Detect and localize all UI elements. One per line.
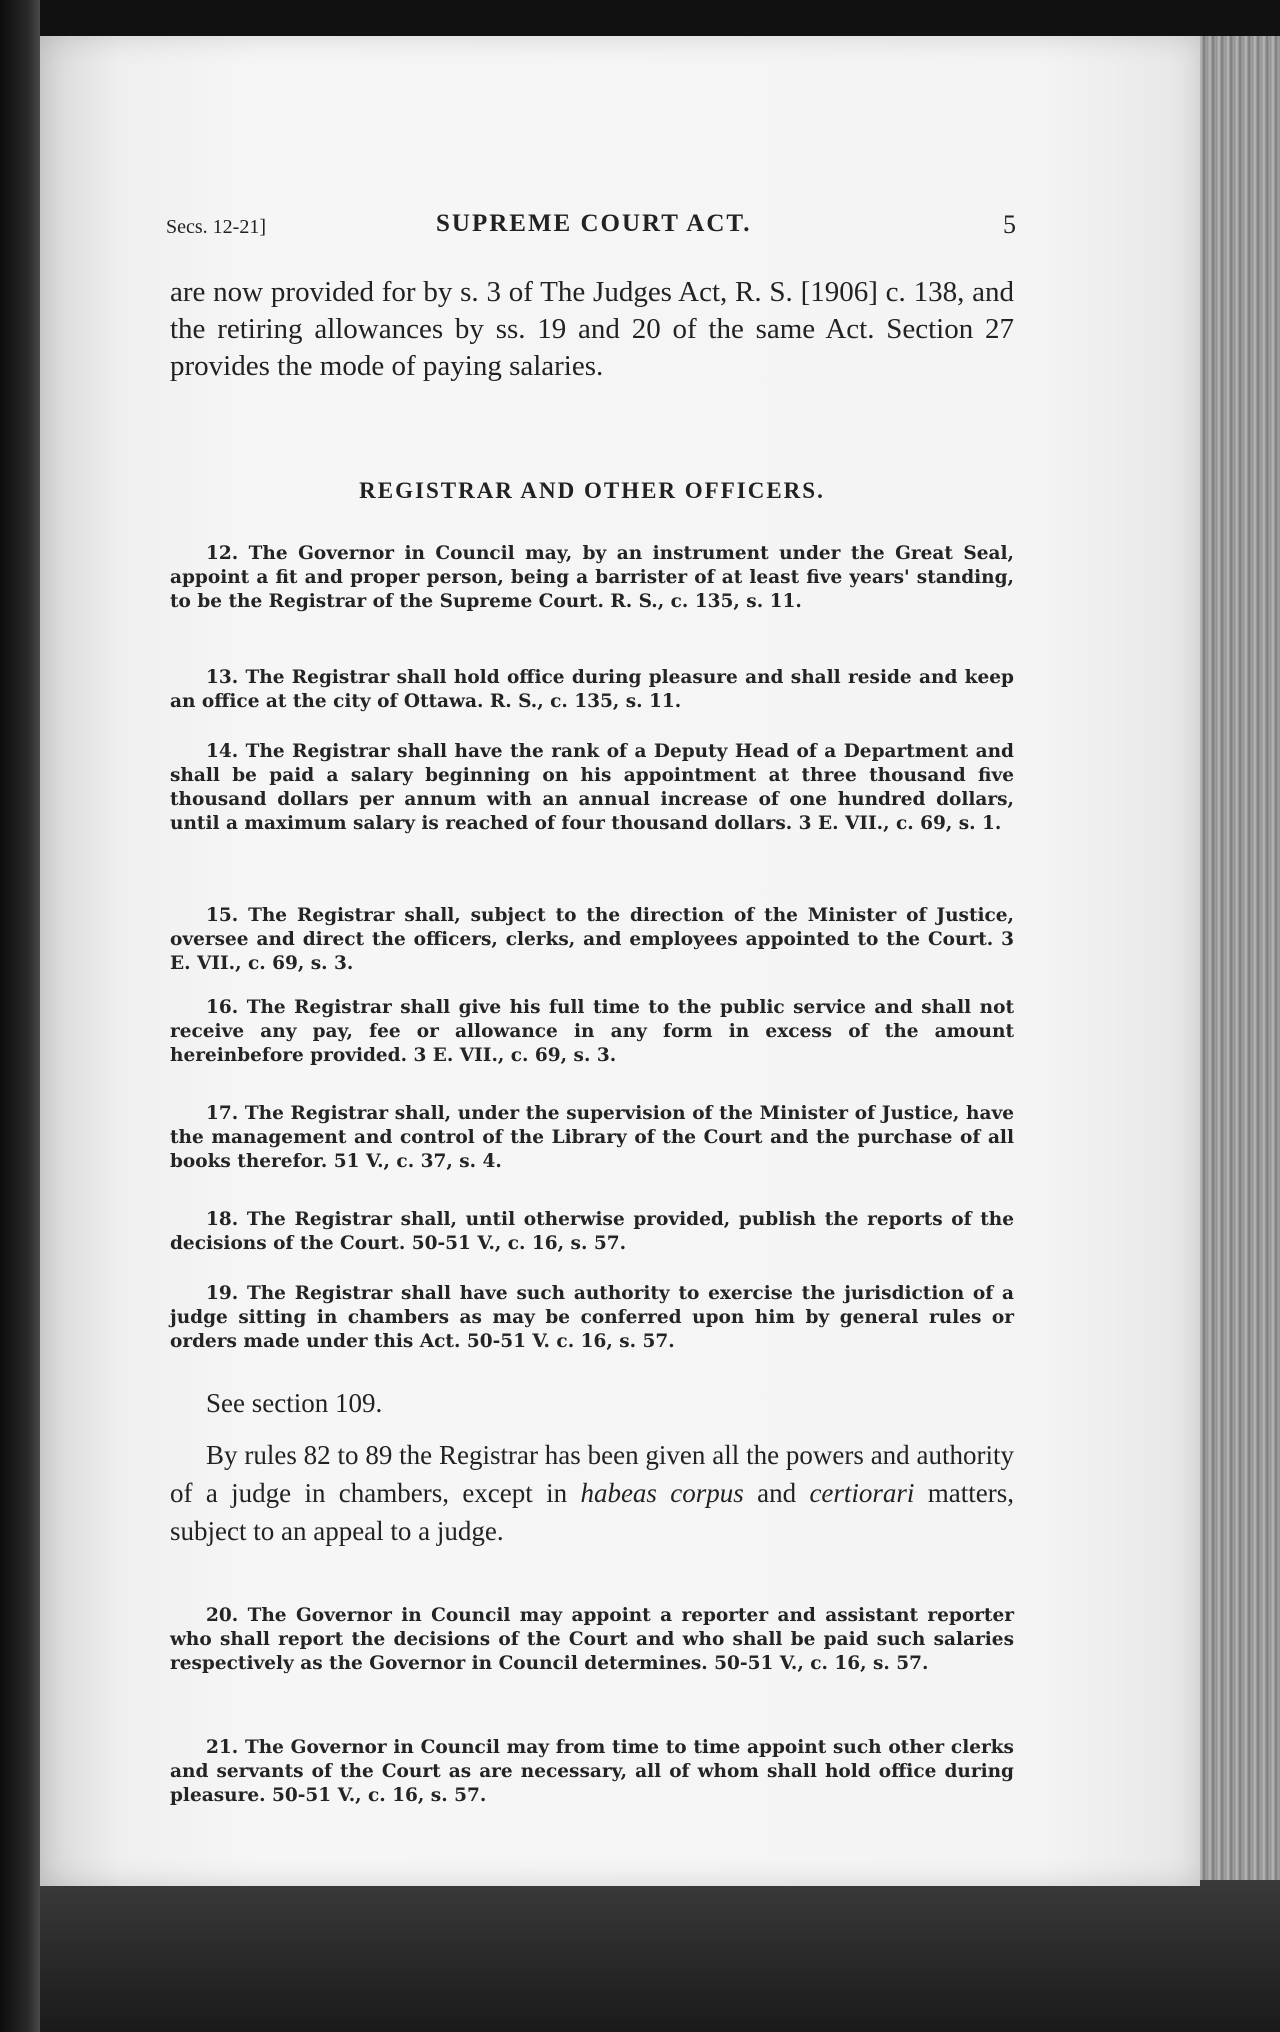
- section-15: [170, 904, 1014, 976]
- section-16: [170, 996, 1014, 1068]
- section-number: 21.: [206, 1737, 239, 1758]
- note-text-a: By rules 82 to 89 the Registrar has been given all the powers and authority of a judge in chambers, except in: [170, 1440, 1014, 1508]
- section-number: 17.: [206, 1103, 239, 1124]
- section-number: 16.: [206, 997, 239, 1018]
- book-page: [40, 36, 1200, 1886]
- section-20: [170, 1604, 1014, 1676]
- note-rules: [170, 1436, 1014, 1550]
- page-number: 5: [1003, 210, 1016, 239]
- note-italic-habeas: habeas corpus: [580, 1478, 744, 1508]
- section-13: [170, 666, 1014, 714]
- section-12: [170, 542, 1014, 614]
- section-text: The Registrar shall give his full time to the public service and shall not receive any pay, fee or allowance in any form in excess of the amount hereinbefore provided. 3 E. VII., c. 69, s. 3.: [170, 997, 1014, 1066]
- header-title: SUPREME COURT ACT.: [436, 210, 752, 237]
- section-number: 15.: [206, 905, 239, 926]
- note-text-c: matters, subject to an appeal to a judge.: [170, 1478, 1014, 1546]
- section-number: 19.: [206, 1283, 239, 1304]
- page-edges: [1198, 36, 1280, 2032]
- section-text: The Registrar shall, until otherwise provided, publish the reports of the decisions of the Court. 50-51 V., c. 16, s. 57.: [170, 1209, 1014, 1254]
- book-spine-shadow: [0, 0, 40, 2032]
- section-number: 12.: [206, 543, 239, 564]
- section-19: [170, 1282, 1014, 1354]
- section-text: The Registrar shall, under the supervision of the Minister of Justice, have the management and control of the Library of the Court and the purchase of all books therefor. 51 V., c. 37, s. 4.: [170, 1103, 1014, 1172]
- section-number: 14.: [206, 741, 239, 762]
- running-header: [166, 210, 1016, 250]
- intro-paragraph: are now provided for by s. 3 of The Judges Act, R. S. [1906] c. 138, and the retiring allowances by ss. 19 and 20 of the same Act. Section 27 provides the mode of paying salaries.: [170, 276, 1014, 382]
- section-text: The Registrar shall have such authority to exercise the jurisdiction of a judge sitting in chambers as may be conferred upon him by general rules or orders made under this Act. 50-51 V. c. 16, s. 57.: [170, 1283, 1014, 1352]
- note-italic-certiorari: certiorari: [809, 1478, 915, 1508]
- section-number: 18.: [206, 1209, 239, 1230]
- section-text: The Registrar shall, subject to the direction of the Minister of Justice, oversee and direct the officers, clerks, and employees appointed to the Court. 3 E. VII., c. 69, s. 3.: [170, 905, 1014, 974]
- section-heading: REGISTRAR AND OTHER OFFICERS.: [359, 478, 825, 503]
- section-18: [170, 1208, 1014, 1256]
- section-text: The Governor in Council may from time to time appoint such other clerks and servants of the Court as are necessary, all of whom shall hold office during pleasure. 50-51 V., c. 16, s. 57.: [170, 1737, 1014, 1806]
- header-sections: Secs. 12-21]: [166, 216, 266, 238]
- section-21: [170, 1736, 1014, 1808]
- book-bottom-shadow: [40, 1880, 1280, 2032]
- section-text: The Registrar shall have the rank of a Deputy Head of a Department and shall be paid a salary beginning on his appointment at three thousand five thousand dollars per annum with an annual increase of one hundred dollars, until a maximum salary is reached of four thousand dollars. 3 E. VII., c. 69, s. 1.: [170, 741, 1014, 834]
- section-number: 20.: [206, 1605, 239, 1626]
- section-17: [170, 1102, 1014, 1174]
- note-text-b: and: [743, 1478, 810, 1508]
- note-see-section: See section 109.: [206, 1388, 383, 1418]
- section-text: The Governor in Council may appoint a reporter and assistant reporter who shall report the decisions of the Court and who shall be paid such salaries respectively as the Governor in Council determines. 50-51 V., c. 16, s. 57.: [170, 1605, 1014, 1674]
- section-number: 13.: [206, 667, 239, 688]
- section-text: The Governor in Council may, by an instrument under the Great Seal, appoint a fit and proper person, being a barrister of at least five years' standing, to be the Registrar of the Supreme Court. R. S., c. 135, s. 11.: [170, 543, 1014, 612]
- section-14: [170, 740, 1014, 836]
- section-text: The Registrar shall hold office during pleasure and shall reside and keep an office at the city of Ottawa. R. S., c. 135, s. 11.: [170, 667, 1014, 712]
